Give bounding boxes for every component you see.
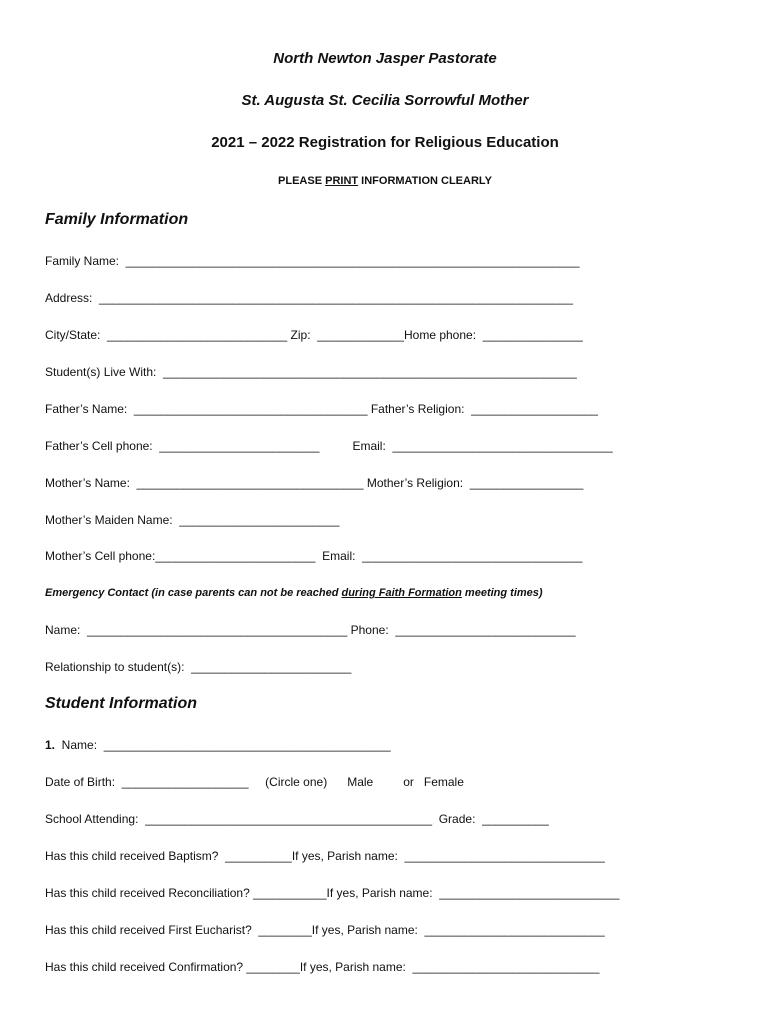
- mother-row: [45, 475, 583, 491]
- notice-emphasis: PRINT: [325, 175, 359, 187]
- father-cell-row: [45, 438, 613, 454]
- notice-after: INFORMATION CLEARLY: [358, 175, 492, 187]
- pastorate-title: North Newton Jasper Pastorate: [273, 50, 497, 67]
- emergency-phone-field[interactable]: Phone: ___________________________: [350, 623, 576, 637]
- emergency-label-after: meeting times): [461, 587, 543, 599]
- mother-email-field[interactable]: Email: _________________________________: [322, 549, 583, 563]
- mother-religion-field[interactable]: Mother’s Religion: _________________: [366, 476, 584, 490]
- student-name-field[interactable]: Name: ___________________________________________: [55, 738, 391, 752]
- print-notice: [0, 175, 770, 187]
- parishes-title: St. Augusta St. Cecilia Sorrowful Mother: [241, 92, 529, 109]
- father-row: [45, 401, 598, 417]
- lives-with-field[interactable]: Student(s) Live With: ______________________________________________________________: [45, 365, 577, 379]
- form-title: 2021 – 2022 Registration for Religious Education: [211, 134, 559, 151]
- city-state-zip-field[interactable]: City/State: ___________________________ Zip: _____________: [45, 328, 404, 342]
- student-number: 1.: [45, 738, 56, 752]
- emergency-label-emphasis: during Faith Formation: [341, 587, 462, 599]
- mother-cell-row: [45, 548, 582, 564]
- student-name-row: [45, 737, 391, 753]
- father-cell-field[interactable]: Father’s Cell phone: ________________________: [45, 439, 320, 453]
- notice-before: PLEASE: [278, 175, 326, 187]
- eucharist-row[interactable]: Has this child received First Eucharist? ________If yes, Parish name: ___________________________: [45, 923, 605, 937]
- emergency-contact-label: [45, 585, 543, 601]
- mother-cell-field[interactable]: Mother’s Cell phone:________________________: [45, 549, 323, 563]
- reconciliation-row[interactable]: Has this child received Reconciliation? ___________If yes, Parish name: ___________________________: [45, 886, 620, 900]
- home-phone-field[interactable]: Home phone: _______________: [403, 328, 583, 342]
- father-email-field[interactable]: Email: _________________________________: [352, 439, 613, 453]
- mother-name-field[interactable]: Mother’s Name: __________________________________: [45, 476, 367, 490]
- city-state-zip-row: [45, 327, 583, 343]
- mother-maiden-field[interactable]: Mother’s Maiden Name: ________________________: [45, 513, 340, 527]
- family-information-heading: Family Information: [45, 211, 189, 228]
- grade-field[interactable]: Grade: __________: [438, 812, 549, 826]
- father-religion-field[interactable]: Father’s Religion: ___________________: [370, 402, 598, 416]
- emergency-label-before: Emergency Contact (in case parents can not be reached: [45, 587, 342, 599]
- emergency-name-field[interactable]: Name: _______________________________________: [45, 623, 351, 637]
- baptism-row[interactable]: Has this child received Baptism? __________If yes, Parish name: ______________________________: [45, 849, 605, 863]
- confirmation-row[interactable]: Has this child received Confirmation? ________If yes, Parish name: ____________________________: [45, 960, 600, 974]
- emergency-row: [45, 622, 576, 638]
- relationship-field[interactable]: Relationship to student(s): ________________________: [45, 660, 352, 674]
- father-name-field[interactable]: Father’s Name: ___________________________________: [45, 402, 371, 416]
- date-of-birth-row[interactable]: Date of Birth: ___________________ (Circle one) Male or Female: [45, 775, 464, 789]
- school-row: [45, 811, 549, 827]
- family-name-field[interactable]: Family Name: ____________________________________________________________________: [45, 254, 580, 268]
- address-field[interactable]: Address: _______________________________________________________________________: [45, 291, 573, 305]
- school-field[interactable]: School Attending: ___________________________________________: [45, 812, 439, 826]
- student-information-heading: Student Information: [45, 695, 197, 712]
